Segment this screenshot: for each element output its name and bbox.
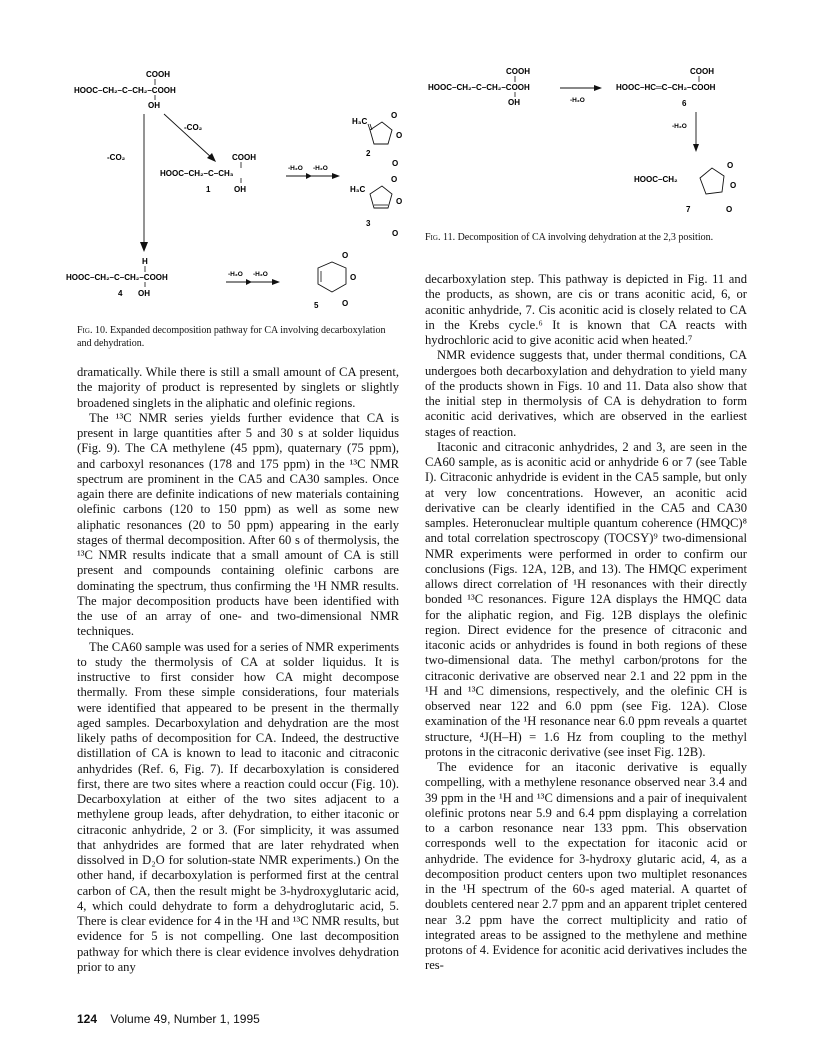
- fig11-ca-main: HOOC–CH₂–C–CH₂–COOH: [428, 83, 530, 92]
- fig11-ca-top: COOH: [506, 67, 530, 76]
- svg-text:O: O: [391, 175, 398, 184]
- fig10-c1-top: COOH: [232, 153, 256, 162]
- fig10-ca-bottom: OH: [148, 101, 160, 110]
- svg-text:O: O: [730, 181, 737, 190]
- fig10-dehyd-1b: -H₂O: [313, 165, 328, 172]
- fig10-minus-co2-left: -CO₂: [107, 153, 126, 162]
- fig11-c6-top: COOH: [690, 67, 714, 76]
- fig10-c1-num: 1: [206, 185, 211, 194]
- svg-text:O: O: [726, 205, 733, 214]
- svg-text:O: O: [396, 197, 403, 206]
- left-paragraph-3: The CA60 sample was used for a series of NMR experiments to study the thermolysis of CA at solder liquidus. It is instructive to first consider how CA might decompose thermally. From these simple considerations, four materials were identified that appeared to be present in the thermally aged samples. Decarboxylation and dehydration are the most likely paths of decomposition for CA. Indeed, the destructive distillation of CA is known to lead to itaconic and citraconic anhydrides (Ref. 6, Fig. 7). If decarboxylation is considered first, there are two sites where a reaction could occur (Fig. 10). Decarboxylation at either of the two sites adjacent to a methylene group leads, after dehydration, to either itaconic or citraconic anhydride, 2 or 3. (For simplicity, it was assumed that anhydrides are formed that are later rehydrated when dissolved in D₂O for solution-state NMR experiments.) On the other hand, if decarboxylation is performed first at the central carbon of CA, then the result might be 3-hydroxyglutaric acid, 4, which could dehydrate to form a dehydroglutaric acid, 5. There is clear evidence for 4 in the ¹H and ¹³C NMR results, but evidence for 5 is not compelling. One last decomposition pathway for which there is clear evidence involves dehydration prior to any: [77, 639, 399, 974]
- fig10-caption-text: Expanded decomposition pathway for CA involving decarboxylation and dehydration.: [77, 325, 386, 349]
- figure-11-caption: [425, 232, 747, 245]
- fig10-c4-bottom: OH: [138, 289, 150, 298]
- right-paragraph-3: Itaconic and citraconic anhydrides, 2 and 3, are seen in the CA60 sample, as is aconitic acid or anhydride 6 or 7 (see Table I). Citraconic anhydride is evident in the CA5 sample, but only at very low concentrations. However, an aconitic acid derivative can be clearly identified in the CA5 and CA30 samples. Heteronuclear multiple quantum coherence (HMQC)⁸ and total correlation spectroscopy (TOCSY)⁹ two-dimensional NMR experiments were performed in order to confirm our conclusions (Figs. 12A, 12B, and 13). The HMQC experiment allows direct correlation of ¹H resonances with their directly bonded ¹³C resonances. Figure 12A displays the HMQC data for the aliphatic region, and Fig. 12B displays the olefinic region. Direct evidence for the presence of citraconic and itaconic acids or anhydrides is found in both regions of these two-dimensional data. The methyl carbon/protons for the citraconic derivative are observed near 2.1 and 22 ppm in the ¹H and ¹³C dimensions, respectively, and the olefinic CH is observed near 122 and 6.0 ppm (see Fig. 12A). Close examination of the ¹H resonance near 6.0 ppm reveals a quartet structure, ⁴J(H–H) = 1.6 Hz from coupling to the methyl protons in the citraconic derivative (see inset Fig. 12B).: [425, 439, 747, 759]
- fig10-dehyd-4a: -H₂O: [228, 271, 243, 278]
- fig10-c5-num: 5: [314, 301, 319, 310]
- figure-10-scheme: [60, 68, 410, 320]
- svg-text:O: O: [391, 111, 398, 120]
- fig11-caption-label: Fig. 11.: [425, 232, 456, 243]
- svg-text:O: O: [727, 161, 734, 170]
- svg-text:O: O: [396, 131, 403, 140]
- fig11-c6-main: HOOC–HC═C–CH₂–COOH: [616, 83, 716, 92]
- fig10-dehyd-1a: -H₂O: [288, 165, 303, 172]
- fig10-c2-num: 2: [366, 149, 371, 158]
- page-number: 124: [77, 1012, 98, 1026]
- fig10-c1-bottom: OH: [234, 185, 246, 194]
- fig10-c1-main: HOOC–CH₂–C–CH₃: [160, 169, 234, 178]
- page-footer: [77, 1012, 260, 1026]
- fig11-c7-num: 7: [686, 205, 691, 214]
- right-column: [425, 272, 747, 974]
- fig10-c4-top: H: [142, 257, 148, 266]
- right-paragraph-4: The evidence for an itaconic derivative is equally compelling, with a methylene resonance observed near 3.4 and 39 ppm in the ¹H and ¹³C dimensions and a pair of inequivalent olefinic protons near 5.9 and 6.4 ppm displaying a correlation to a carbon resonance near 133 ppm. This observation corresponds well to the expectation for itaconic acid or anhydride. The evidence for 3-hydroxy glutaric acid, 4, as a decomposition product centers upon two multiplet resonances in the ¹H spectrum of the 60-s aged material. A quartet of doublets centered near 2.7 ppm and an apparent triplet centered near 3.2 ppm have the correct multiplicity and ratio of integrated areas to be assigned to the methylene and methine protons of 4. Evidence for aconitic acid derivatives includes the res-: [425, 760, 747, 973]
- svg-text:O: O: [342, 251, 349, 260]
- fig10-c3-methyl: H₃C: [350, 185, 366, 194]
- fig10-c4-num: 4: [118, 289, 123, 298]
- left-paragraph-1: dramatically. While there is still a small amount of CA present, the majority of product is represented by singlets or slightly broadened singlets in the aliphatic and olefinic regions.: [77, 365, 399, 410]
- fig11-caption-text: Decomposition of CA involving dehydration at the 2,3 position.: [457, 232, 714, 243]
- figure-11-scheme: [420, 62, 760, 230]
- left-column: [77, 365, 399, 975]
- fig11-ca-bottom: OH: [508, 98, 520, 107]
- svg-text:O: O: [392, 159, 399, 168]
- fig11-dehyd-down: -H₂O: [672, 123, 687, 130]
- right-paragraph-1: decarboxylation step. This pathway is depicted in Fig. 11 and the products, as shown, are cis or trans aconitic acid, 6, or aconitic anhydride, 7. Cis aconitic acid is closely related to CA in the Krebs cycle.⁶ It is known that CA reacts with hydrochloric acid to give aconitic acid when heated.⁷: [425, 272, 747, 347]
- right-paragraph-2: NMR evidence suggests that, under thermal conditions, CA undergoes both decarboxylation and dehydration to yield many of the products shown in Figs. 10 and 11. Data also show that the initial step in thermolysis of CA is dehydration to form aconitic acid derivatives, which are observed in the earliest stages of reaction.: [425, 348, 747, 439]
- svg-text:O: O: [350, 273, 357, 282]
- fig10-ca-top: COOH: [146, 70, 170, 79]
- fig11-c7-main: HOOC–CH₂: [634, 175, 678, 184]
- left-paragraph-2: The ¹³C NMR series yields further evidence that CA is present in large quantities after 5 and 30 s at solder liquidus (Fig. 9). The CA methylene (45 ppm), quaternary (75 ppm), and carboxyl resonances (178 and 175 ppm) in the ¹³C NMR spectrum are prominent in the CA5 and CA30 samples. Once again there are definite indications of new materials containing olefinic carbons (120 to 150 ppm) as well as some new aliphatic resonances (20 to 50 ppm) appearing in the early stages of thermal decomposition. After 60 s of thermolysis, the ¹³C NMR results indicate that a small amount of CA is still present and compounds containing olefinic carbons are dominating the spectrum, thus confirming the ¹H NMR results. The major decomposition products have been identified with the use of an array of one- and two-dimensional NMR techniques.: [77, 410, 399, 639]
- fig11-dehyd: -H₂O: [570, 97, 585, 104]
- fig10-c4-main: HOOC–CH₂–C–CH₂–COOH: [66, 273, 168, 282]
- fig10-c2-methyl: H₃C: [352, 117, 368, 126]
- svg-text:O: O: [342, 299, 349, 308]
- fig10-dehyd-4b: -H₂O: [253, 271, 268, 278]
- fig11-c6-num: 6: [682, 99, 687, 108]
- fig10-ca-main: HOOC–CH₂–C–CH₂–COOH: [74, 86, 176, 95]
- journal-volume: Volume 49, Number 1, 1995: [110, 1012, 260, 1026]
- fig10-c3-num: 3: [366, 219, 371, 228]
- svg-text:O: O: [392, 229, 399, 238]
- fig10-minus-co2-diag: -CO₂: [184, 123, 203, 132]
- fig10-caption-label: Fig. 10.: [77, 325, 108, 336]
- figure-10-caption: [77, 325, 399, 350]
